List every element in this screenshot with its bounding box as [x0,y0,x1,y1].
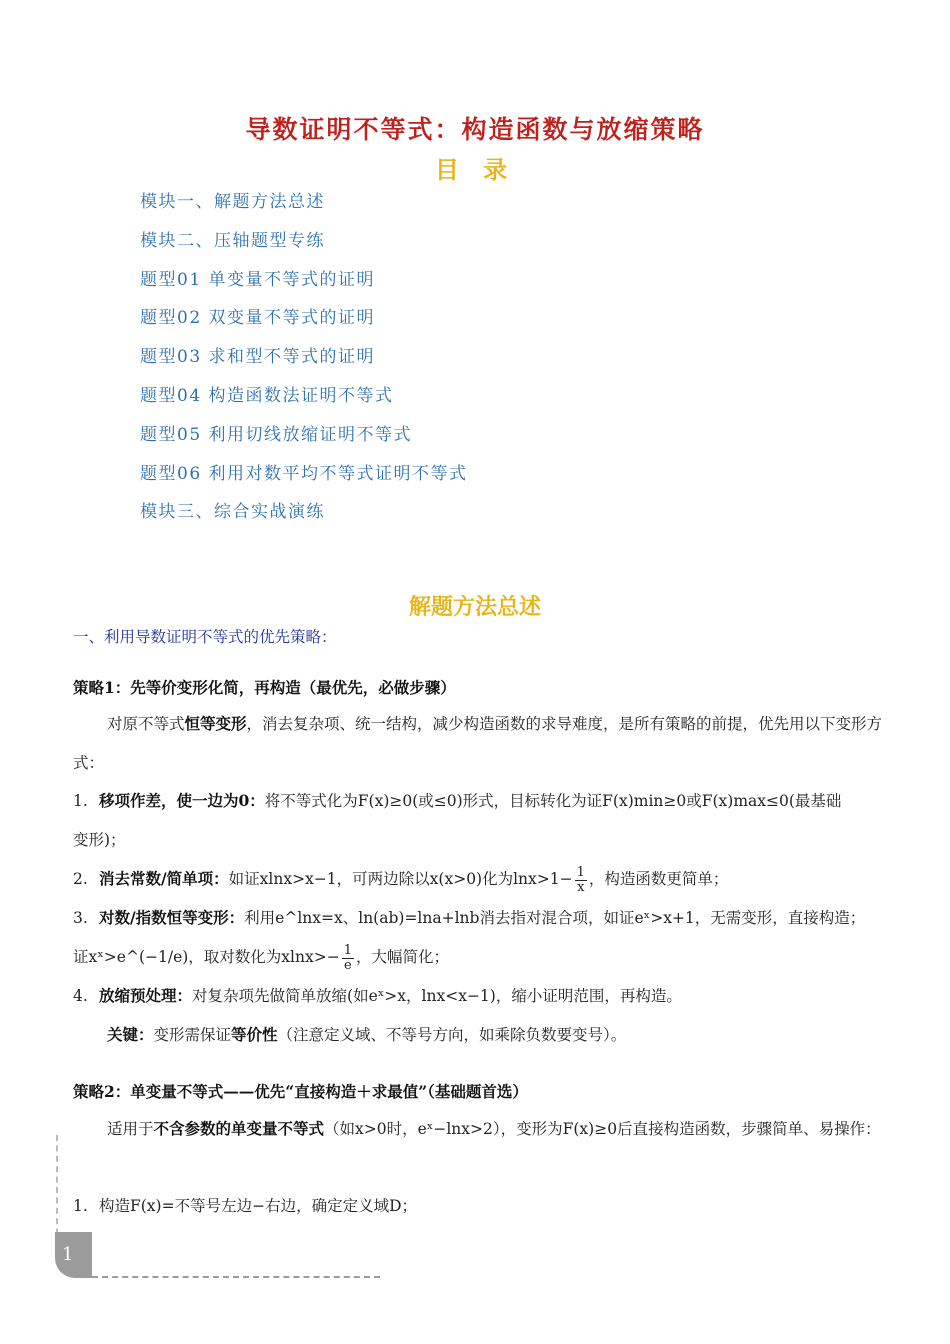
intro-text: 适用于 [107,1120,154,1138]
strategy-1-intro [73,705,883,783]
item-text: ，构造函数更简单； [588,870,729,888]
item-text: 如证xlnx>x−1，可两边除以x(x>0)化为lnx>1− [228,870,573,888]
key-label: 关键： [107,1025,154,1044]
item-number: 1. [73,792,88,810]
strategy-1-item-1 [73,782,885,821]
item-label: 对数/指数恒等变形： [99,908,245,927]
item-text: ，大幅简化； [355,948,449,966]
intro-text: （如x>0时，eˣ−lnx>2），变形为F(x)≥0后直接构造函数，步骤简单、易操作： [324,1120,881,1138]
page-number-tab [55,1232,92,1278]
footer-dashed-line-vertical [56,1135,58,1245]
item-text: 对复杂项先做简单放缩(如eˣ>x，lnx<x−1)，缩小证明范围，再构造。 [192,987,682,1005]
intro-emphasis: 不含参数的单变量不等式 [153,1119,325,1138]
strategy-2-intro [73,1110,883,1149]
table-of-contents [140,188,468,537]
item-number: 3. [73,909,88,927]
intro-emphasis: 恒等变形 [184,714,247,733]
strategy-1-item-3 [73,899,885,938]
fraction-numerator: 1 [576,864,585,880]
item-text: 证xˣ>e^(−1/e)，取对数化为xlnx>− [73,948,340,966]
footer-dashed-line-horizontal [92,1276,380,1278]
strategy-1-title: 策略1：先等价变形化简，再构造（最优先，必做步骤） [73,678,456,697]
item-label: 消去常数/简单项： [99,869,229,888]
strategy-1-item-2 [73,860,885,899]
fraction-denominator: x [577,879,585,895]
key-text: （注意定义域、不等号方向，如乘除负数要变号）。 [277,1026,627,1044]
strategy-1-item-1-cont: 变形)； [73,831,126,849]
strategy-1-key-note [107,1016,919,1055]
section-heading: 解题方法总述 [408,594,541,620]
strategy-1-item-4 [73,977,885,1016]
toc-item[interactable]: 题型03 求和型不等式的证明 [140,347,376,368]
fraction [342,944,354,973]
item-text: 构造F(x)=不等号左边−右边，确定定义域D； [99,1197,417,1215]
item-text: 利用e^lnx=x、ln(ab)=lna+lnb消去指对混合项，如证eˣ>x+1，无需变形，直接构造； [244,909,866,927]
fraction-denominator: e [343,957,352,973]
toc-heading: 目 录 [434,155,516,184]
sub-heading: 一、利用导数证明不等式的优先策略： [73,628,337,646]
toc-item[interactable]: 模块三、综合实战演练 [140,502,325,523]
toc-item[interactable]: 模块二、压轴题型专练 [140,230,325,251]
toc-item[interactable]: 题型04 构造函数法证明不等式 [140,385,394,406]
strategy-2-title: 策略2：单变量不等式——优先“直接构造＋求最值”（基础题首选） [73,1082,528,1101]
toc-item[interactable]: 题型02 双变量不等式的证明 [140,308,376,329]
toc-item[interactable]: 题型06 利用对数平均不等式证明不等式 [140,463,468,484]
strategy-1-item-3-cont [73,938,885,977]
item-label: 移项作差，使一边为0： [99,791,265,810]
fraction-numerator: 1 [343,942,352,958]
strategy-2-item-1 [73,1187,885,1226]
fraction [575,866,587,895]
item-number: 4. [73,987,88,1005]
item-number: 2. [73,870,88,888]
toc-item[interactable]: 题型05 利用切线放缩证明不等式 [140,424,413,445]
toc-item[interactable]: 模块一、解题方法总述 [140,192,325,212]
key-emphasis: 等价性 [231,1025,278,1044]
toc-item[interactable]: 题型01 单变量不等式的证明 [140,269,376,290]
item-number: 1. [73,1197,88,1215]
page-number: 1 [62,1244,74,1265]
intro-text: ，消去复杂项、统一结构，减少构造函数的求导难度，是所有策略的前提，优先用以下变形方式： [73,715,883,772]
key-text: 变形需保证 [153,1026,232,1044]
item-label: 放缩预处理： [99,986,193,1005]
document-title: 导数证明不等式：构造函数与放缩策略 [245,115,705,144]
intro-text: 对原不等式 [107,715,185,733]
item-text: 将不等式化为F(x)≥0(或≤0)形式，目标转化为证F(x)min≥0或F(x)max≤0(最基础 [264,792,842,810]
